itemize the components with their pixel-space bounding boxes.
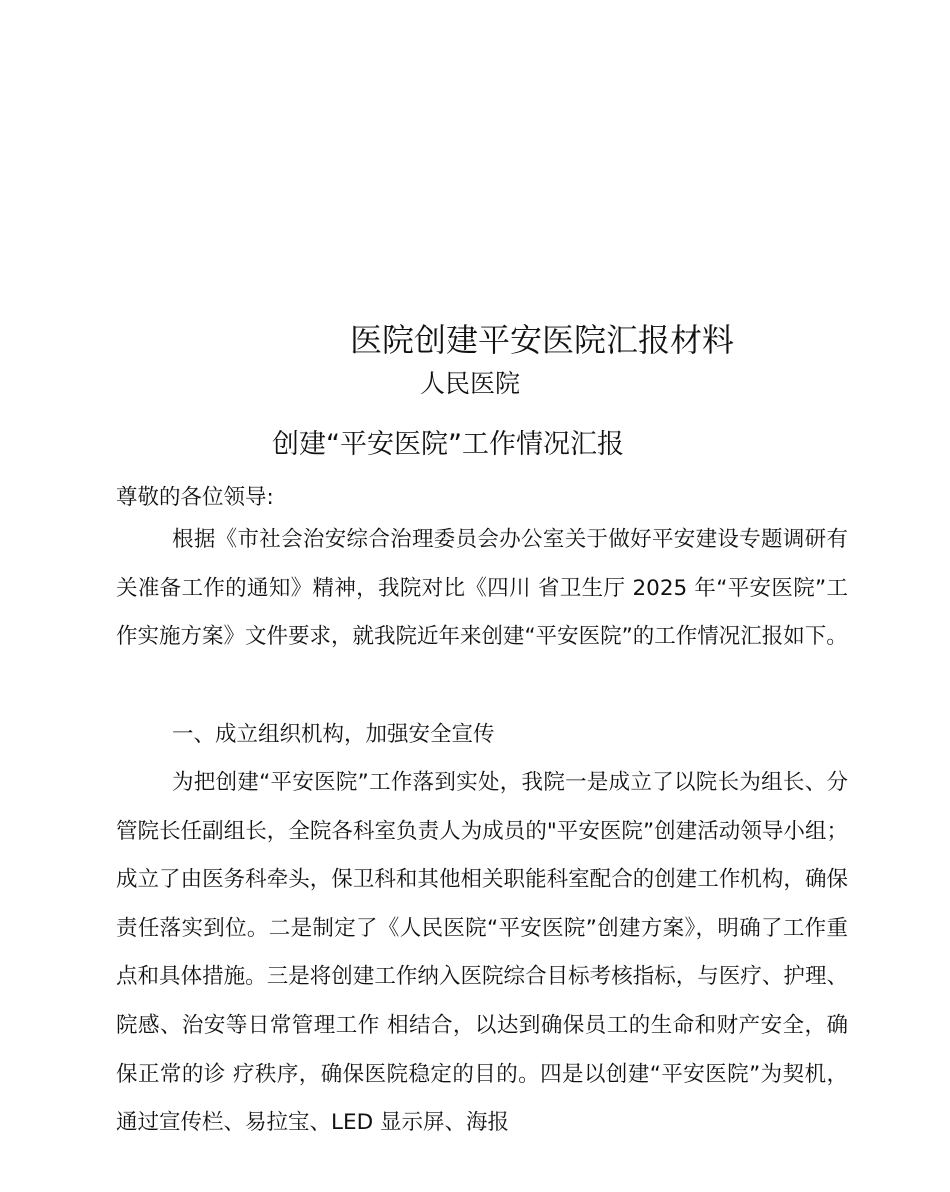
document-title: 医院创建平安医院汇报材料 bbox=[350, 321, 735, 359]
paragraph-organization: 为把创建“平安医院”工作落到实处，我院一是成立了以院长为组长、分管院长任副组长，全院各科室负责人为成员的"平安医院”创建活动领导小组；成立了由医务科牵头，保卫科和其他相关职能科室配合的创建工作机构，确保责任落实到位。二是制定了《人民医院“平安医院”创建方案》，明确了工作重点和具体措施。三是将创建工作纳入医院综合目标考核指标，与医疗、护理、院感、治安等日常管理工作 相结合，以达到确保员工的生命和财产安全，确保正常的诊 疗秩序，确保医院稳定的目的。四是以创建“平安医院”为契机，通过宣传栏、易拉宝、LED 显示屏、海报 bbox=[116, 770, 848, 1136]
section-heading-1: 一、成立组织机构，加强安全宣传 bbox=[172, 722, 495, 747]
salutation: 尊敬的各位领导: bbox=[116, 485, 274, 510]
report-subtitle: 创建“平安医院”工作情况汇报 bbox=[272, 429, 624, 460]
paragraph-intro: 根据《市社会治安综合治理委员会办公室关于做好平安建设专题调研有关准备工作的通知》精神，我院对比《四川 省卫生厅 2025 年“平安医院”工作实施方案》文件要求，就我院近年来创建“平安医院”的工作情况汇报如下。 bbox=[116, 527, 848, 650]
organization-name: 人民医院 bbox=[420, 369, 521, 398]
